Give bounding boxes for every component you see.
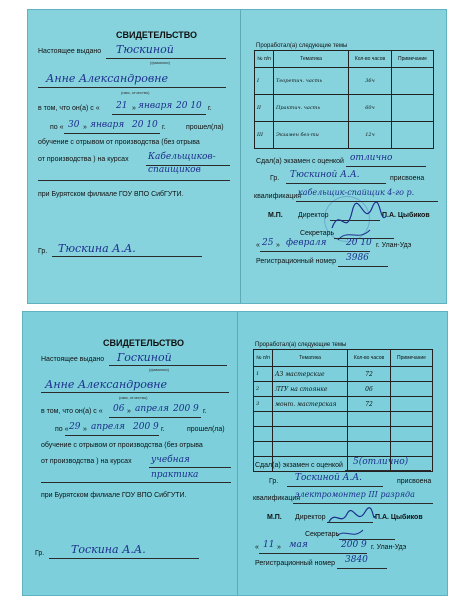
name-value: Анне Александровне (45, 378, 167, 391)
gr-label: Гр. (270, 175, 280, 182)
table-row: 1 АЗ мастерские 72 (254, 367, 433, 382)
course-value: учебная практика (151, 455, 199, 480)
date-month: февраля (286, 238, 327, 248)
table-row: 2 ЛТУ на стоянке 06 (254, 382, 433, 397)
certificate-title: СВИДЕТЕЛЬСТВО (103, 338, 184, 348)
qualification-label: квалификация (253, 495, 301, 502)
to-label: по « (55, 426, 69, 433)
from-day: 21 (116, 101, 128, 111)
training-text-1: обучение с отрывом от производства (без отрыва (38, 139, 200, 146)
exam-label: Сдал(а) экзамен с оценкой (255, 462, 343, 469)
gr-name: Тоскиной А.А. (295, 473, 362, 483)
gr-label: Гр. (269, 478, 279, 485)
passed-label: прошел(ла) (187, 426, 225, 433)
secretary-label: Секретарь (300, 230, 335, 237)
exam-label: Сдал(а) экзамен с оценкой (256, 158, 344, 165)
col-note: Примечание (392, 51, 434, 68)
date-city: г. Улан-Удэ (376, 242, 412, 249)
training-text-2: от производства ) на курсах (41, 458, 132, 465)
table-row (254, 427, 433, 442)
from-month: апреля (135, 404, 169, 414)
name-hint: (имя, отчество) (119, 395, 148, 400)
table-row: III Экзамен без-ти 12ч (255, 122, 434, 149)
mp-label: М.П. (268, 212, 283, 219)
assigned-label: присвоена (397, 478, 432, 485)
reg-number: 3840 (345, 555, 368, 565)
branch-text: при Бурятском филиале ГОУ ВПО СибГУТИ. (41, 492, 187, 499)
fold-line (240, 10, 241, 303)
qualification-value: электромонтер III разряда (295, 490, 415, 499)
to-day: 29 (69, 422, 81, 432)
reg-label: Регистрационный номер (255, 560, 335, 567)
topics-caption: Проработал(а) следующие темы (255, 342, 347, 348)
certificate-2: СВИДЕТЕЛЬСТВО Настоящее выдано Госкиной (фамилия) Анне Александровне (имя, отчество) в том, что он(а) с « 06 » апреля 200 9 г. по « 29 » апреля 200 9 г. прошел(ла) обучение с отрывом от производства (без отрыва от производства ) на курсах учебная практика при Бурятском филиале ГОУ ВПО СибГУТИ. Гр. Тоскина А.А. Проработал(а) следующие темы № п/п Тематика Кол-во часов Примечание 1 АЗ мастерские 72 2 ЛТУ на стоянке 06 3 монт. мастерская 72 Сдал(а) экзамен с оценкой 5(отлично) Гр. Тоскиной А.А. присвоена квалификация электромонтер III разряда М.П. Директор П.А. Цыбиков Секретарь « 11 » мая 200 9 г. Улан-Удэ Регистрационный номер 3840 (22, 311, 448, 596)
issued-label: Настоящее выдано (38, 48, 102, 55)
name-value: Анне Александровне (46, 72, 168, 85)
date-year: 20 10 (346, 238, 372, 248)
to-label: по « (50, 124, 64, 131)
gr-name: Тюскиной А.А. (290, 170, 360, 180)
surname-value: Тюскиной (116, 43, 174, 56)
qualification-value: кабельщик-спайщик 4-го р. (298, 188, 415, 197)
from-year: 20 10 (176, 101, 202, 111)
to-year: 20 10 (132, 120, 158, 130)
course-value: Кабельщиков-спайщиков (148, 152, 216, 175)
holder-signature: Тоскина А.А. (71, 543, 146, 556)
topics-table (254, 50, 434, 149)
training-text-1: обучение с отрывом от производства (без отрыва (41, 442, 203, 449)
date-year: 200 9 (341, 540, 367, 550)
reg-number: 3986 (346, 253, 369, 263)
fold-line (237, 312, 238, 595)
topics-caption: Проработал(а) следующие темы (256, 43, 348, 49)
certificate-1: СВИДЕТЕЛЬСТВО Настоящее выдано Тюскиной (фамилия) Анне Александровне (имя, отчество) в том, что он(а) с « 21 » января 20 10 г. по « 30 » января 20 10 г. прошел(ла) обучение с отрывом от производства (без отрыва от производства ) на курсах Кабельщиков-спайщиков при Бурятском филиале ГОУ ВПО СибГУТИ. Гр. Тюскина А.А. Проработал(а) следующие темы № п/п Тематика Кол-во часов Примечание I Теоретич. часть 36ч II Практич. часть 60ч III Экзамен без-ти 12ч Сдал(а) экзамен с оценкой отлично Гр. Тюскиной А.А. присвоена квалификация кабельщик-спайщик 4-го р. М.П. Директор П.А. Цыбиков Секретарь « 25 » февраля 20 10 г. Улан-Удэ Регистрационный номер 3986 (27, 9, 447, 304)
col-hours: Кол-во часов (348, 350, 391, 367)
period-from-label: в том, что он(а) с « (41, 408, 103, 415)
issued-label: Настоящее выдано (41, 356, 105, 363)
topics-table (253, 349, 433, 472)
branch-text: при Бурятском филиале ГОУ ВПО СибГУТИ. (38, 191, 184, 198)
director-label: Директор (298, 212, 329, 219)
name-hint: (имя, отчество) (121, 90, 150, 95)
col-hours: Кол-во часов (349, 51, 392, 68)
table-row (254, 412, 433, 427)
director-name: П.А. Цыбиков (375, 514, 423, 521)
date-city: г. Улан-Удэ (371, 544, 407, 551)
from-month: января (138, 101, 173, 111)
exam-grade: 5(отлично) (353, 457, 409, 467)
holder-signature: Тюскина А.А. (58, 242, 136, 255)
to-month: апреля (91, 422, 125, 432)
director-signature (327, 504, 377, 544)
signature-prefix: Гр. (35, 550, 45, 557)
table-row: II Практич. часть 60ч (255, 95, 434, 122)
qualification-label: квалификация (254, 193, 302, 200)
certificate-title: СВИДЕТЕЛЬСТВО (116, 30, 197, 40)
table-row (254, 442, 433, 457)
date-day: 25 (262, 238, 274, 248)
to-year: 200 9 (133, 422, 159, 432)
assigned-label: присвоена (390, 175, 425, 182)
mp-label: М.П. (267, 514, 282, 521)
from-day: 06 (113, 404, 125, 414)
director-label: Директор (295, 514, 326, 521)
from-year: 200 9 (173, 404, 199, 414)
table-row: I Теоретич. часть 36ч (255, 68, 434, 95)
col-no: № п/п (255, 51, 274, 68)
surname-value: Госкиной (117, 351, 172, 364)
col-topic: Тематика (274, 51, 349, 68)
reg-label: Регистрационный номер (256, 258, 336, 265)
date-month: мая (289, 540, 308, 550)
training-text-2: от производства ) на курсах (38, 156, 129, 163)
col-topic: Тематика (273, 350, 348, 367)
surname-hint: (фамилия) (149, 367, 169, 372)
signature-prefix: Гр. (38, 248, 48, 255)
to-day: 30 (68, 120, 80, 130)
director-name: П.А. Цыбиков (382, 212, 430, 219)
secretary-label: Секретарь (305, 531, 340, 538)
to-month: января (90, 120, 125, 130)
date-day: 11 (263, 540, 275, 550)
passed-label: прошел(ла) (186, 124, 224, 131)
col-note: Примечание (391, 350, 433, 367)
surname-hint: (фамилия) (150, 60, 170, 65)
table-row: 3 монт. мастерская 72 (254, 397, 433, 412)
period-from-label: в том, что он(а) с « (38, 105, 100, 112)
exam-grade: отлично (350, 153, 393, 163)
col-no: № п/п (254, 350, 273, 367)
